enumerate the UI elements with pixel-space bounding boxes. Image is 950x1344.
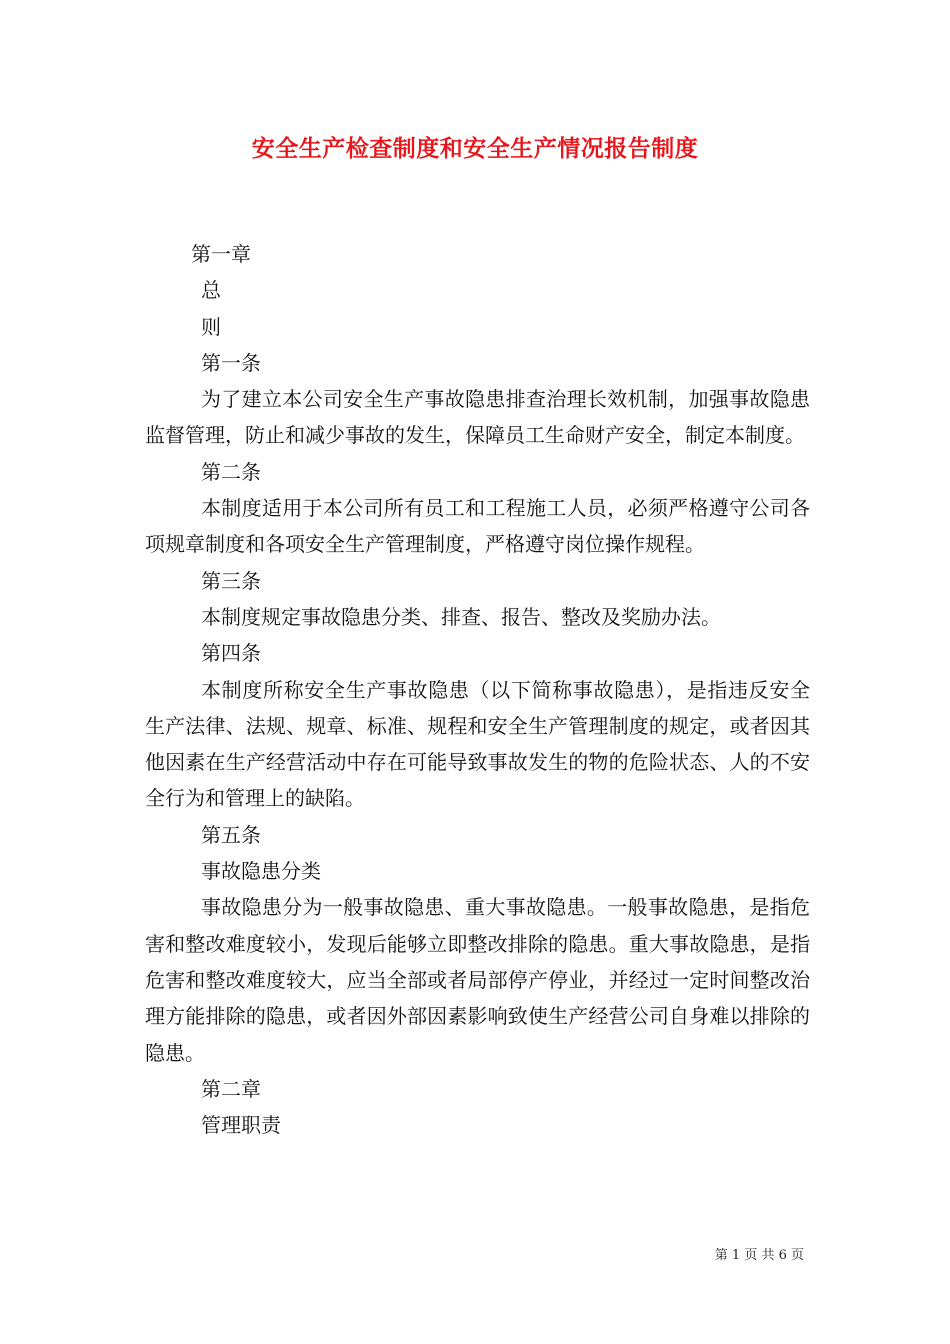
chapter-1-label: 第一章 (191, 242, 251, 266)
article-5-subtitle: 事故隐患分类 (201, 859, 321, 884)
article-2-text: 本制度适用于本公司所有员工和工程施工人员，必须严格遵守公司各项规章制度和各项安全生产管理制度，严格遵守岗位操作规程。 (145, 496, 810, 557)
article-4-label: 第四条 (201, 641, 261, 666)
article-3-label: 第三条 (201, 568, 261, 593)
article-5-label: 第五条 (201, 822, 261, 847)
document-body (145, 236, 810, 1143)
chapter-1-name-part2: 则 (201, 314, 221, 339)
article-5-text: 事故隐患分为一般事故隐患、重大事故隐患。一般事故隐患，是指危害和整改难度较小，发现后能够立即整改排除的隐患。重大事故隐患，是指危害和整改难度较大，应当全部或者局部停产停业，并经过一定时间整改治理方能排除的隐患，或者因外部因素影响致使生产经营公司自身难以排除的隐患。 (145, 895, 810, 1065)
article-2-label: 第二条 (201, 459, 261, 484)
page-number: 第 1 页 共 6 页 (714, 1248, 804, 1263)
article-3-text: 本制度规定事故隐患分类、排查、报告、整改及奖励办法。 (201, 604, 721, 629)
chapter-2-name: 管理职责 (201, 1113, 281, 1138)
article-4-text: 本制度所称安全生产事故隐患（以下简称事故隐患），是指违反安全生产法律、法规、规章、标准、规程和安全生产管理制度的规定，或者因其他因素在生产经营活动中存在可能导致事故发生的物的危险状态、人的不安全行为和管理上的缺陷。 (145, 677, 810, 811)
chapter-2-label: 第二章 (201, 1076, 261, 1101)
article-1-label: 第一条 (201, 350, 261, 375)
page-title: 安全生产检查制度和安全生产情况报告制度 (251, 135, 699, 162)
chapter-1-name-part1: 总 (201, 278, 221, 303)
article-1-text: 为了建立本公司安全生产事故隐患排查治理长效机制，加强事故隐患监督管理，防止和减少事故的发生，保障员工生命财产安全，制定本制度。 (145, 387, 810, 448)
